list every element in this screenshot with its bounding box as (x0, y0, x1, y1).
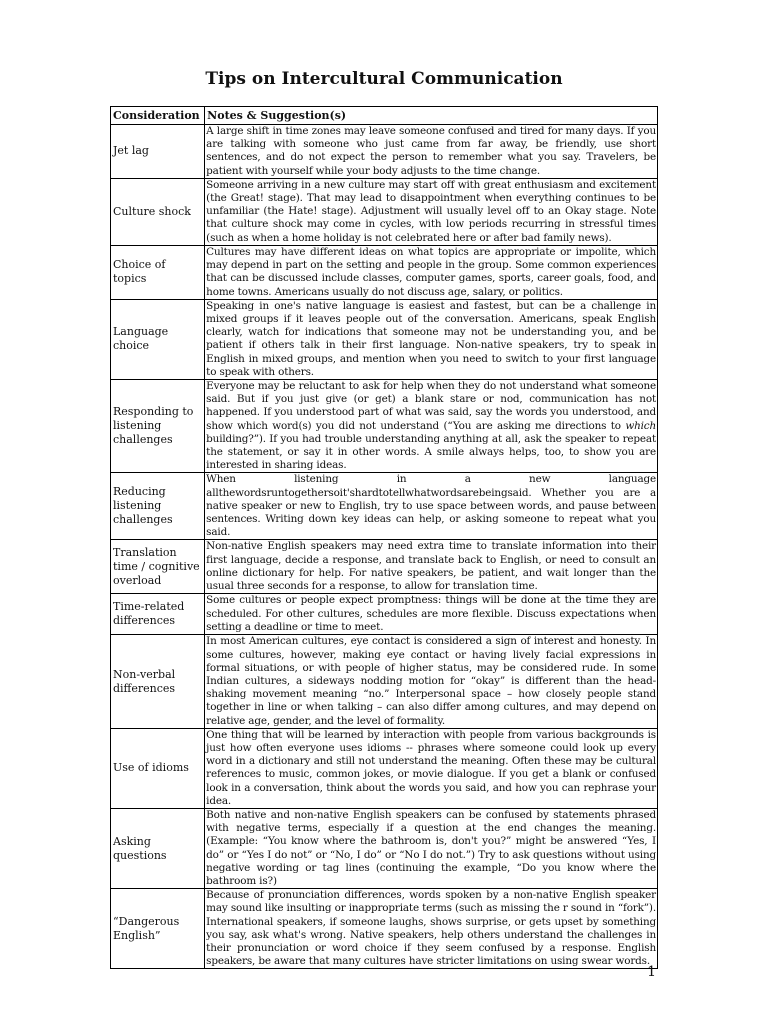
consideration-cell: Use of idioms (111, 728, 205, 808)
table-row (111, 178, 658, 245)
consideration-cell: Translation time / cognitive overload (111, 540, 205, 594)
consideration-cell: Language choice (111, 299, 205, 379)
notes-cell: Because of pronunciation differences, words spoken by a non-native English speaker may sound like insulting or inappropriate terms (such as missing the r sound in “fork”). International speakers, if someone laughs, shows surprise, or gets upset by something you say, ask what's wrong. Native speakers, help others understand the challenges in their pronunciation or word choice if they seem confused by a response. English speakers, be aware that many cultures have stricter limitations on using swear words. (206, 889, 656, 968)
notes-cell: Cultures may have different ideas on what topics are appropriate or impolite, which may depend in part on the setting and people in the group. Some common experiences that can be discussed include classes, computer games, sports, career goals, food, and home towns. Americans usually do not discuss age, salary, or politics. (206, 245, 656, 298)
consideration-cell: Choice of topics (111, 245, 205, 299)
notes-cell: Speaking in one's native language is easiest and fastest, but can be a challenge in mixed groups if it leaves people out of the conversation. Americans, speak English clearly, watch for indications that someone may not be understanding you, and be patient if others talk in their first language. Non-native speakers, try to speak in English in mixed groups, and mention when you need to switch to your first language to speak with others. (206, 299, 656, 378)
emphasized-word: which (625, 419, 656, 432)
table-row (111, 635, 658, 728)
header-notes: Notes & Suggestion(s) (205, 107, 658, 125)
table-row (111, 728, 658, 808)
consideration-cell: Jet lag (111, 125, 205, 179)
consideration-cell: Culture shock (111, 178, 205, 245)
table-row (111, 889, 658, 969)
notes-cell: Both native and non-native English speakers can be confused by statements phrased with negative terms, especially if a question at the end changes the meaning. (Example: “You know where the bathroom is, don't you?” might be answered “Yes, I do” or “Yes I do not” or “No, I do” or “No I do not.”) Try to ask questions without using negative wording or tag lines (continuing the example, “Do you know where the bathroom is?) (206, 808, 656, 887)
consideration-cell: Responding to listening challenges (111, 380, 205, 473)
notes-cell: Some cultures or people expect promptness: things will be done at the time they are scheduled. For other cultures, schedules are more flexible. Discuss expectations when setting a deadline or time to meet. (206, 594, 656, 633)
consideration-cell: Non-verbal differences (111, 635, 205, 728)
table-row (111, 808, 658, 888)
notes-cell: Everyone may be reluctant to ask for help when they do not understand what someone said. But if you just give (or get) a blank stare or nod, communication has not happened. If you understood part of what was said, say the words you understood, and show which word(s) you did not understand (“You are asking me directions to which building?”). If you had trouble understanding anything at all, ask the speaker to repeat the statement, or say it in other words. A smile always helps, too, to show you are interested in sharing ideas. (206, 380, 656, 472)
tips-table (110, 106, 658, 969)
consideration-cell: Time-related differences (111, 594, 205, 635)
consideration-cell: Reducing listening challenges (111, 473, 205, 540)
table-header-row (111, 107, 658, 125)
notes-cell: Non-native English speakers may need extra time to translate information into their first language, decide a response, and translate back to English, or need to consult an online dictionary for help. For native speakers, be patient, and wait longer than the usual three seconds for a response, to allow for translation time. (206, 540, 656, 593)
table-row (111, 473, 658, 540)
table-row (111, 540, 658, 594)
notes-cell: One thing that will be learned by interaction with people from various backgrounds is just how often everyone uses idioms -- phrases where someone could look up every word in a dictionary and still not understand the meaning. Often these may be cultural references to music, common jokes, or movie dialogue. If you get a blank or confused look in a conversation, think about the words you said, and how you can rephrase your idea. (206, 728, 656, 807)
notes-cell: In most American cultures, eye contact is considered a sign of interest and honesty. In some cultures, however, making eye contact or having lively facial expressions in formal situations, or with people of higher status, may be considered rude. In some Indian cultures, a sideways nodding motion for “okay” is different than the head- shaking movement meaning “no.” Interpersonal space – how closely people stand together in line or when talking – can also differ among cultures, and may depend on relative age, gender, and the level of formality. (206, 635, 656, 727)
consideration-cell: Asking questions (111, 808, 205, 888)
table-row (111, 125, 658, 179)
table-row (111, 245, 658, 299)
notes-cell: When listening in a new language allthewordsruntogethersoit'shardtotellwhatwordsarebeingsaid. Whether you are a native speaker or new to English, try to use space between words, and pause between sentences. Writing down key ideas can help, or asking someone to repeat what you said. (206, 473, 656, 539)
table-row (111, 380, 658, 473)
notes-cell: A large shift in time zones may leave someone confused and tired for many days. If you are talking with someone who just came from far away, be friendly, use short sentences, and do not expect the person to remember what you say. Travelers, be patient with yourself while your body adjusts to the time change. (206, 125, 656, 177)
consideration-cell: “Dangerous English” (111, 889, 205, 969)
page-number: 1 (647, 964, 656, 980)
header-consideration: Consideration (111, 107, 205, 125)
page-title: Tips on Intercultural Communication (205, 69, 563, 89)
table-row (111, 299, 658, 379)
notes-cell: Someone arriving in a new culture may start off with great enthusiasm and excitement (the Great! stage). That may lead to disappointment when everything continues to be unfamiliar (the Hate! stage). Adjustment will usually level off to an Okay stage. Note that culture shock may come in cycles, with low periods recurring in stressful times (such as when a home holiday is not celebrated here or after bad family news). (206, 178, 656, 244)
table-row (111, 594, 658, 635)
